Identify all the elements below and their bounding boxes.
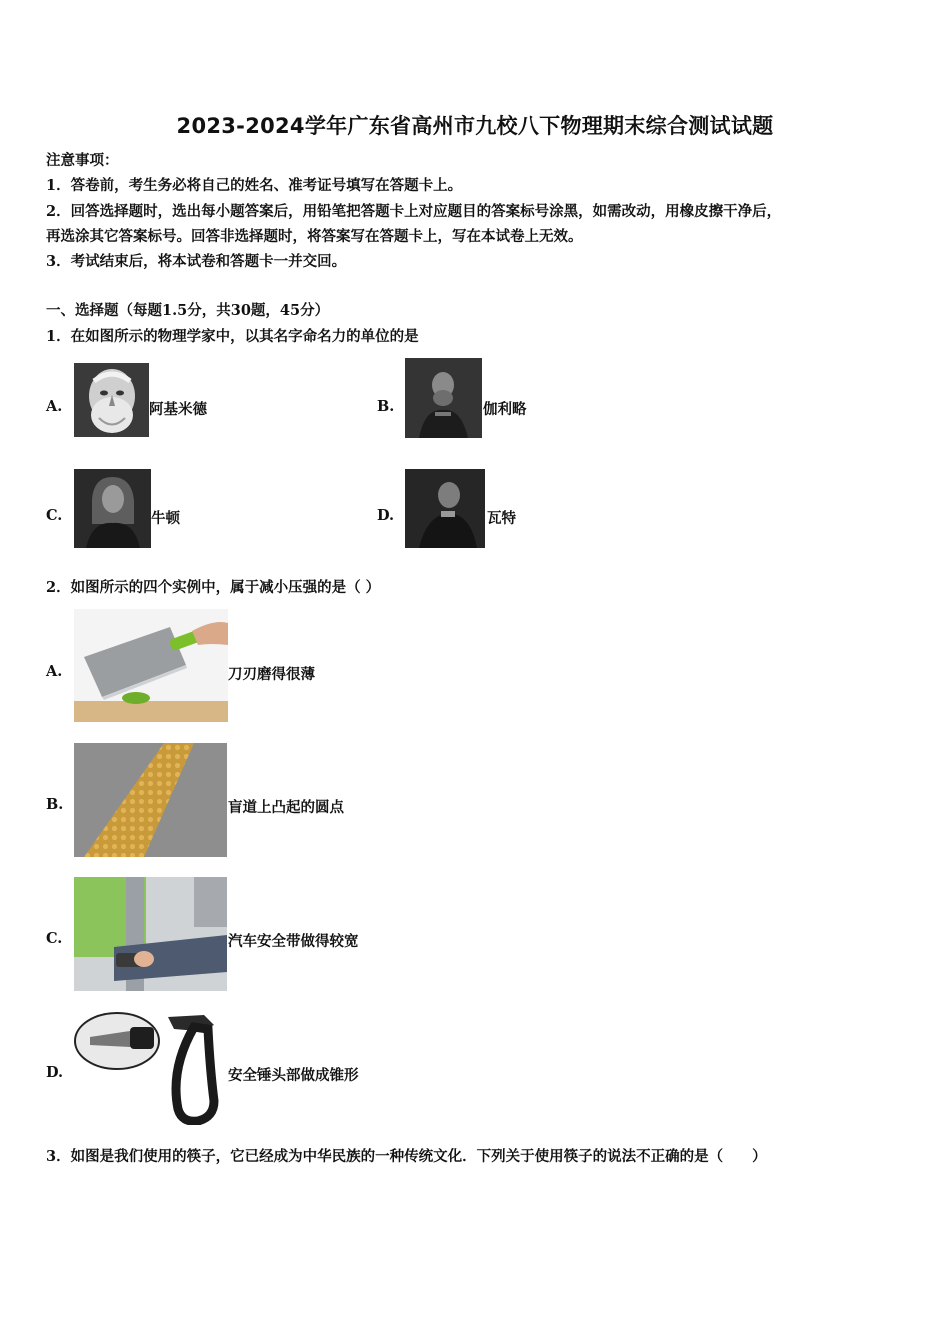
watt-portrait-icon [405, 469, 485, 548]
question-1-stem: 1．在如图所示的物理学家中，以其名字命名力的单位的是 [46, 328, 419, 345]
q2-option-d-letter: D. [46, 1064, 64, 1081]
cleaver-photo-icon [74, 609, 228, 722]
q2-option-c-text: 汽车安全带做得较宽 [228, 933, 359, 950]
q1-option-c-text: 牛顿 [151, 510, 180, 527]
archimedes-portrait-icon [74, 363, 149, 437]
q1-option-d-letter: D. [377, 507, 395, 524]
notice-item-1: 1．答卷前，考生务必将自己的姓名、准考证号填写在答题卡上。 [46, 177, 463, 194]
newton-portrait-icon [74, 469, 151, 548]
q1-option-a-letter: A. [46, 398, 63, 415]
q1-option-b-text: 伽利略 [483, 401, 527, 418]
q2-option-a-text: 刀刃磨得很薄 [228, 666, 315, 683]
tactile-paving-photo-icon [74, 743, 227, 857]
seatbelt-photo-icon [74, 877, 227, 991]
q1-option-d-text: 瓦特 [487, 510, 516, 527]
q2-option-b-text: 盲道上凸起的圆点 [228, 799, 344, 816]
q2-option-b-letter: B. [46, 796, 64, 813]
page-title: 2023-2024学年广东省高州市九校八下物理期末综合测试试题 [176, 114, 774, 138]
galileo-portrait-icon [405, 358, 482, 438]
notice-item-2b: 再选涂其它答案标号。回答非选择题时，将答案写在答题卡上，写在本试卷上无效。 [46, 228, 583, 245]
question-3-stem: 3．如图是我们使用的筷子，它已经成为中华民族的一种传统文化．下列关于使用筷子的说法不正确的是（ ） [46, 1148, 767, 1165]
section-heading: 一、选择题（每题1.5分，共30题，45分） [46, 302, 330, 319]
notice-item-2a: 2．回答选择题时，选出每小题答案后，用铅笔把答题卡上对应题目的答案标号涂黑，如需改动，用橡皮擦干净后， [46, 203, 782, 220]
q2-option-c-letter: C. [46, 930, 63, 947]
question-2-stem: 2．如图所示的四个实例中，属于减小压强的是（ ） [46, 579, 381, 596]
safety-hammer-photo-icon [74, 1009, 228, 1125]
q2-option-d-text: 安全锤头部做成锥形 [228, 1067, 359, 1084]
q1-option-c-letter: C. [46, 507, 63, 524]
q1-option-b-letter: B. [377, 398, 395, 415]
notice-item-3: 3．考试结束后，将本试卷和答题卡一并交回。 [46, 253, 347, 270]
q2-option-a-letter: A. [46, 663, 63, 680]
notice-heading: 注意事项： [46, 152, 119, 169]
q1-option-a-text: 阿基米德 [149, 401, 207, 418]
